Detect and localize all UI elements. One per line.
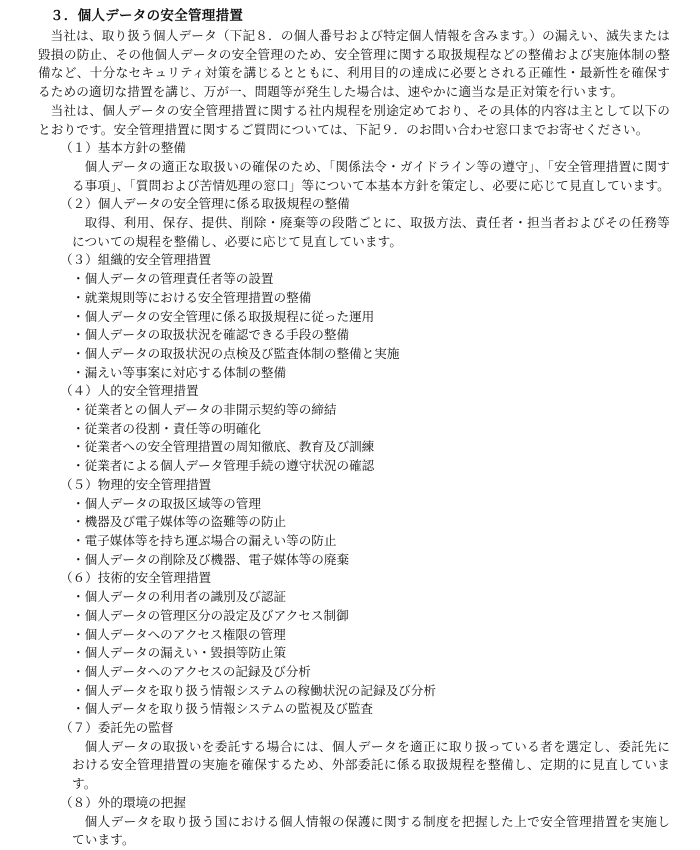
list-item: ・個人データの削除及び機器、電子媒体等の廃棄 xyxy=(72,551,350,567)
subsection-title: （８）外的環境の把握 xyxy=(60,794,186,810)
list-item: ・従業者による個人データ管理手続の遵守状況の確認 xyxy=(72,458,375,474)
subsection-title: （３）組織的安全管理措置 xyxy=(60,252,212,268)
subsection-title: （５）物理的安全管理措置 xyxy=(60,476,212,492)
subsection-title: （２）個人データの安全管理に係る取扱規程の整備 xyxy=(60,196,350,212)
list-item: ・個人データの利用者の識別及び認証 xyxy=(72,589,287,605)
list-item: ・個人データを取り扱う情報システムの稼働状況の記録及び分析 xyxy=(72,682,436,698)
list-item: ・個人データの管理区分の設定及びアクセス制御 xyxy=(72,607,349,623)
intro-paragraph: 当社は、個人データの安全管理措置に関する社内規程を別途定めており、その具体的内容は主として以下のとおりです。安全管理措置に関するご質問については、下記９．のお問い合わせ窓口までお寄せください。 xyxy=(38,102,670,137)
list-item: ・個人データの取扱状況の点検及び監査体制の整備と実施 xyxy=(72,345,400,361)
intro-paragraph: 当社は、取り扱う個人データ（下記８．の個人番号および特定個人情報を含みます。）の漏えい、滅失または毀損の防止、その他個人データの安全管理のため、安全管理に関する取扱規程などの整備および実施体制の整備など、十分なセキュリティ対策を講じるとともに、利用目的の達成に必要とされる正確性・最新性を確保するための適切な措置を講じ、万が一、問題等が発生した場合は、速やかに適当な是正対策を行います。 xyxy=(38,28,670,100)
list-item: ・個人データへのアクセスの記録及び分析 xyxy=(72,663,311,679)
list-item: ・従業者への安全管理措置の周知徹底、教育及び訓練 xyxy=(72,439,375,455)
list-item: ・従業者との個人データの非開示契約等の締結 xyxy=(72,402,337,418)
subsection-body: 個人データを取り扱う国における個人情報の保護に関する制度を把握した上で安全管理措置を実施しています。 xyxy=(72,813,670,848)
list-item: ・個人データの取扱区域等の管理 xyxy=(72,495,261,511)
list-item: ・個人データを取り扱う情報システムの監視及び監査 xyxy=(72,701,373,717)
list-item: ・電子媒体等を持ち運ぶ場合の漏えい等の防止 xyxy=(72,532,337,548)
list-item: ・漏えい等事案に対応する体制の整備 xyxy=(72,364,287,380)
list-item: ・従業者の役割・責任等の明確化 xyxy=(72,420,261,436)
list-item: ・個人データへのアクセス権限の管理 xyxy=(72,626,286,642)
subsection-title: （４）人的安全管理措置 xyxy=(60,383,199,399)
subsection-title: （６）技術的安全管理措置 xyxy=(60,570,212,586)
list-item: ・個人データの安全管理に係る取扱規程に従った運用 xyxy=(72,308,375,324)
list-item: ・個人データの管理責任者等の設置 xyxy=(72,271,274,287)
list-item: ・個人データの取扱状況を確認できる手段の整備 xyxy=(72,327,350,343)
list-item: ・個人データの漏えい・毀損等防止策 xyxy=(72,645,287,661)
subsection-body: 個人データの適正な取扱いの確保のため、「関係法令・ガイドライン等の遵守」、「安全管理措置に関する事項」、「質問および苦情処理の窓口」等について本基本方針を策定し、必要に応じて見直しています。 xyxy=(72,158,670,193)
section-heading: ３．個人データの安全管理措置 xyxy=(50,8,244,24)
list-item: ・機器及び電子媒体等の盗難等の防止 xyxy=(72,514,287,530)
subsection-title: （１）基本方針の整備 xyxy=(60,140,186,156)
subsection-title: （７）委託先の監督 xyxy=(60,720,174,736)
list-item: ・就業規則等における安全管理措置の整備 xyxy=(72,289,312,305)
subsection-body: 取得、利用、保存、提供、削除・廃棄等の段階ごとに、取扱方法、責任者・担当者およびその任務等についての規程を整備し、必要に応じて見直しています。 xyxy=(72,215,670,249)
subsection-body: 個人データの取扱いを委託する場合には、個人データを適正に取り扱っている者を選定し、委託先における安全管理措置の実施を確保するため、外部委託に係る取扱規程を整備し、定期的に見直しています。 xyxy=(72,738,670,792)
